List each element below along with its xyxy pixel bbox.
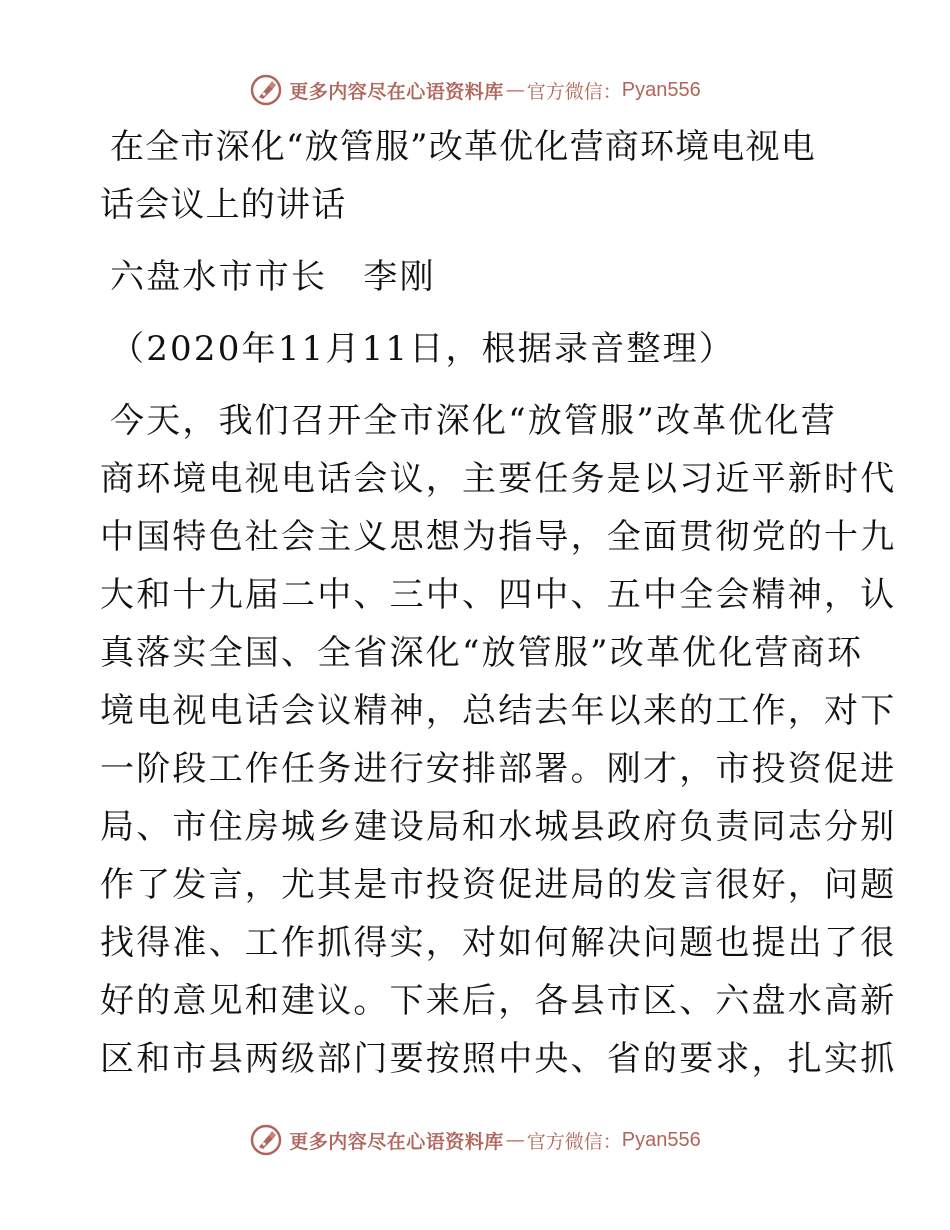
paragraph-line: 找得准、工作抓得实，对如何解决问题也提出了很	[100, 923, 897, 963]
paragraph-line: 好的意见和建议。下来后，各县市区、六盘水高新	[100, 981, 897, 1021]
document-author: 六盘水市市长 李刚	[110, 257, 436, 297]
watermark-wechat-id: Pyan556	[621, 1128, 701, 1151]
paragraph-line: 境电视电话会议精神，总结去年以来的工作，对下	[100, 691, 897, 731]
footer-watermark	[0, 1120, 950, 1160]
document-title-line-2: 话会议上的讲话	[100, 185, 347, 225]
pen-nib-icon	[249, 73, 283, 107]
pen-nib-icon	[249, 1123, 283, 1157]
watermark-text: 更多内容尽在心语资料库	[289, 80, 504, 103]
watermark-wechat-id: Pyan556	[621, 78, 701, 101]
paragraph-line: 中国特色社会主义思想为指导，全面贯彻党的十九	[100, 517, 897, 557]
watermark-text: 更多内容尽在心语资料库	[289, 1130, 504, 1153]
paragraph-line: 区和市县两级部门要按照中央、省的要求，扎实抓	[100, 1039, 897, 1079]
watermark-separator: —	[505, 1129, 525, 1151]
paragraph-line: 大和十九届二中、三中、四中、五中全会精神，认	[100, 575, 897, 615]
paragraph-line: 真落实全国、全省深化“放管服”改革优化营商环	[100, 633, 864, 673]
document-body	[100, 118, 897, 1088]
document-title-line-1: 在全市深化“放管服”改革优化营商环境电视电	[110, 127, 816, 167]
document-date-note: （2020年11月11日，根据录音整理）	[110, 329, 736, 369]
watermark-separator: —	[505, 79, 525, 101]
watermark-wechat-label: 官方微信：	[526, 80, 622, 103]
paragraph-line: 商环境电视电话会议，主要任务是以习近平新时代	[100, 459, 897, 499]
paragraph-line: 作了发言，尤其是市投资促进局的发言很好，问题	[100, 865, 897, 905]
header-watermark	[0, 70, 950, 110]
watermark-wechat-label: 官方微信：	[526, 1130, 622, 1153]
paragraph-line: 今天，我们召开全市深化“放管服”改革优化营	[110, 401, 837, 441]
paragraph-line: 局、市住房城乡建设局和水城县政府负责同志分别	[100, 807, 897, 847]
paragraph-line: 一阶段工作任务进行安排部署。刚才，市投资促进	[100, 749, 897, 789]
